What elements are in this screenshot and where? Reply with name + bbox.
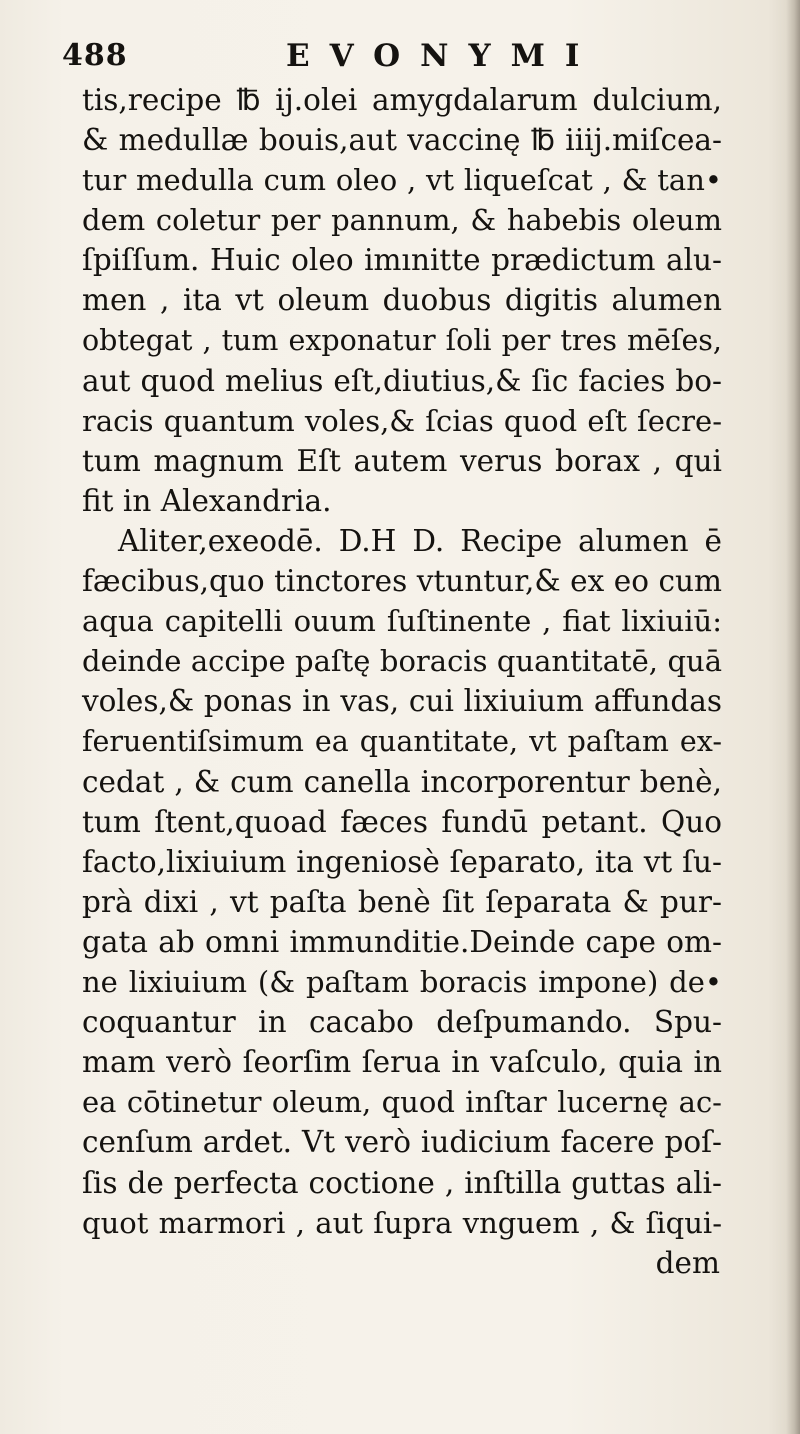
text-line: tur medulla cum oleo , vt liqueſcat , & tan•: [82, 163, 722, 198]
text-line: mam verò ſeorſim ſerua in vaſculo, quia in: [82, 1045, 722, 1080]
page-edge-shadow: [786, 0, 800, 1434]
text-line: deinde accipe paſtę boracis quantitatē, quā: [82, 644, 722, 679]
text-line: fæcibus,quo tinctores vtuntur,& ex eo cum: [82, 564, 722, 599]
text-line: obtegat , tum exponatur ſoli per tres mēſes,: [82, 323, 722, 357]
text-line: quot marmori , aut ſupra vnguem , & ſiqui-: [82, 1205, 722, 1240]
text-line: men , ita vt oleum duobus digitis alumen: [82, 283, 722, 318]
text-line: ea cōtinetur oleum, quod inſtar lucernę ac-: [82, 1085, 722, 1120]
text-line: cenſum ardet. Vt verò iudicium facere poſ-: [82, 1125, 722, 1160]
page-number: 488: [62, 38, 128, 73]
text-line: Aliter,exeodē. D.H D. Recipe alumen ē: [118, 524, 722, 559]
text-line: racis quantum voles,& ſcias quod eſt ſecre-: [82, 403, 722, 438]
text-line: aut quod melius eſt,diutius,& ſic facies bo-: [82, 363, 722, 398]
text-line: ſis de perfecta coctione , inſtilla guttas ali-: [82, 1165, 722, 1200]
text-line: facto,lixiuium ingeniosè ſeparato, ita vt ſu-: [82, 844, 722, 879]
text-line: prà dixi , vt paſta benè ſit ſeparata & pur-: [82, 884, 722, 919]
text-line: & medullæ bouis,aut vaccinę ℔ iiij.miſcea-: [82, 123, 722, 158]
catchword: dem: [655, 1245, 720, 1280]
text-line: tum magnum Eſt autem verus borax , qui: [82, 443, 722, 478]
running-head: EVONYMI: [286, 38, 600, 74]
text-line: dem coletur per pannum, & habebis oleum: [82, 203, 722, 238]
text-line: tis,recipe ℔ ij.olei amygdalarum dulcium,: [82, 83, 722, 117]
text-line: coquantur in cacabo deſpumando. Spu-: [82, 1005, 722, 1040]
text-line: cedat , & cum canella incorporentur benè,: [82, 764, 722, 799]
text-line: gata ab omni immunditie.Deinde cape om-: [82, 924, 722, 959]
text-line: tum ſtent,quoad fæces fundū petant. Quo: [82, 804, 722, 839]
text-line: fit in Alexandria.: [82, 483, 332, 518]
text-line: feruentiſsimum ea quantitate, vt paſtam ex-: [82, 724, 722, 758]
text-line: aqua capitelli ouum ſuſtinente , fiat lixiuiū:: [82, 604, 722, 639]
text-line: ſpiſſum. Huic oleo imınitte prædictum alu-: [82, 243, 722, 278]
text-line: ne lixiuium (& paſtam boracis impone) de•: [82, 965, 722, 1000]
body-text: [82, 80, 722, 1283]
text-line: voles,& ponas in vas, cui lixiuium affundas: [82, 684, 722, 719]
